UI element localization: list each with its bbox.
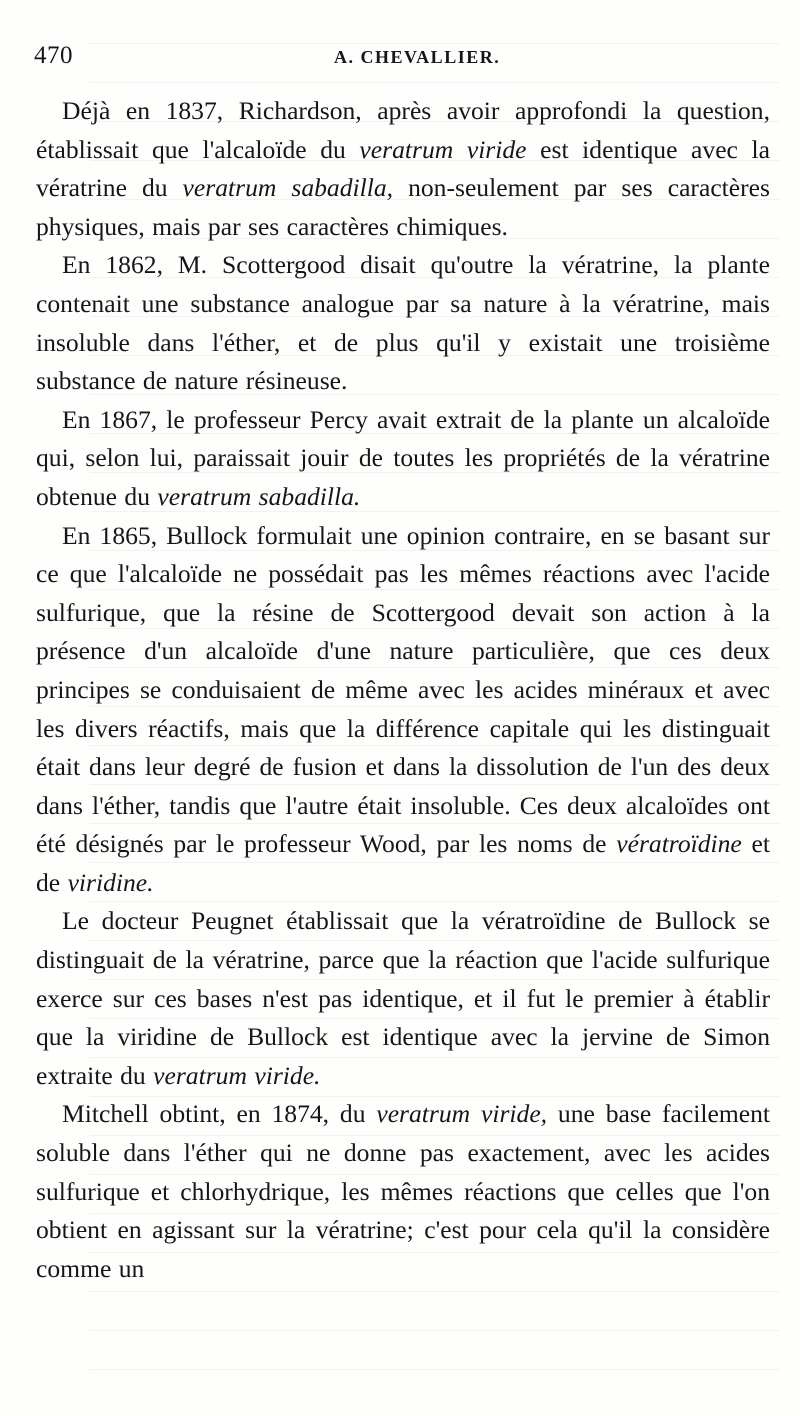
text-run: En 1862, M. Scottergood disait qu'outre la vératrine, la plante contenait une substance analogue par sa nature à la vératrine, mais insoluble dans l'éther, et de plus qu'il y existait une troisième substance de nature résineuse.: [36, 250, 770, 396]
paragraph: [36, 1095, 770, 1288]
text-run: Mitchell obtint, en 1874, du: [62, 1099, 377, 1129]
italic-text: veratrum viride,: [376, 1099, 548, 1129]
paragraph: [36, 246, 770, 400]
paragraph: [36, 401, 770, 517]
italic-text: veratrum sabadilla,: [182, 173, 394, 203]
text-run: Déjà en 1837, Richardson, après avoir approfondi la question, établissait que l'alcaloïde du: [36, 96, 770, 164]
italic-text: viridine.: [67, 867, 154, 897]
text-run: Le docteur Peugnet établissait que la vératroïdine de Bullock se distinguait de la vératrine, parce que la réaction que l'acide sulfurique exerce sur ces bases n'est pas identique, et il fut le premier à établir que la viridine de Bullock est identique avec la jervine de Simon extraite du: [36, 906, 770, 1090]
italic-text: veratrum sabadilla.: [157, 481, 361, 511]
paragraph: [36, 517, 770, 903]
page-header: [34, 42, 774, 76]
text-run: En 1867, le professeur Percy avait extrait de la plante un alcaloïde qui, selon lui, paraissait jouir de toutes les propriétés de la vératrine obtenue du: [36, 404, 770, 511]
italic-text: vératroïdine: [616, 829, 742, 859]
text-run: est identique avec la vératrine du: [36, 134, 770, 203]
text-run: En 1865, Bullock formulait une opinion contraire, en se basant sur ce que l'alcaloïde ne possédait pas les mêmes réactions avec l'acide sulfurique, que la résine de Scottergood devait son action à la présence d'un alcaloïde d'une nature particulière, que ces deux principes se conduisaient de même avec les acides minéraux et avec les divers réactifs, mais que la différence capitale qui les distinguait était dans leur degré de fusion et dans la dissolution de l'un des deux dans l'éther, tandis que l'autre était insoluble. Ces deux alcaloïdes ont été désignés par le professeur Wood, par les noms de: [36, 520, 770, 859]
running-head: A. CHEVALLIER.: [334, 47, 501, 67]
paragraph: [36, 902, 770, 1095]
italic-text: veratrum viride.: [153, 1060, 321, 1090]
page-number: 470: [34, 42, 73, 69]
text-run: et de: [36, 829, 770, 897]
text-run: non-seulement par ses caractères physiques, mais par ses caractères chimiques.: [36, 173, 770, 241]
paragraph: [36, 92, 770, 246]
text-run: une base facilement soluble dans l'éther qui ne donne pas exactement, avec les acides sulfurique et chlorhydrique, les mêmes réactions que celles que l'on obtient en agissant sur la vératrine; c'est pour cela qu'il la considère comme un: [36, 1099, 771, 1283]
body-text: [36, 92, 770, 1288]
italic-text: veratrum viride: [359, 134, 527, 164]
